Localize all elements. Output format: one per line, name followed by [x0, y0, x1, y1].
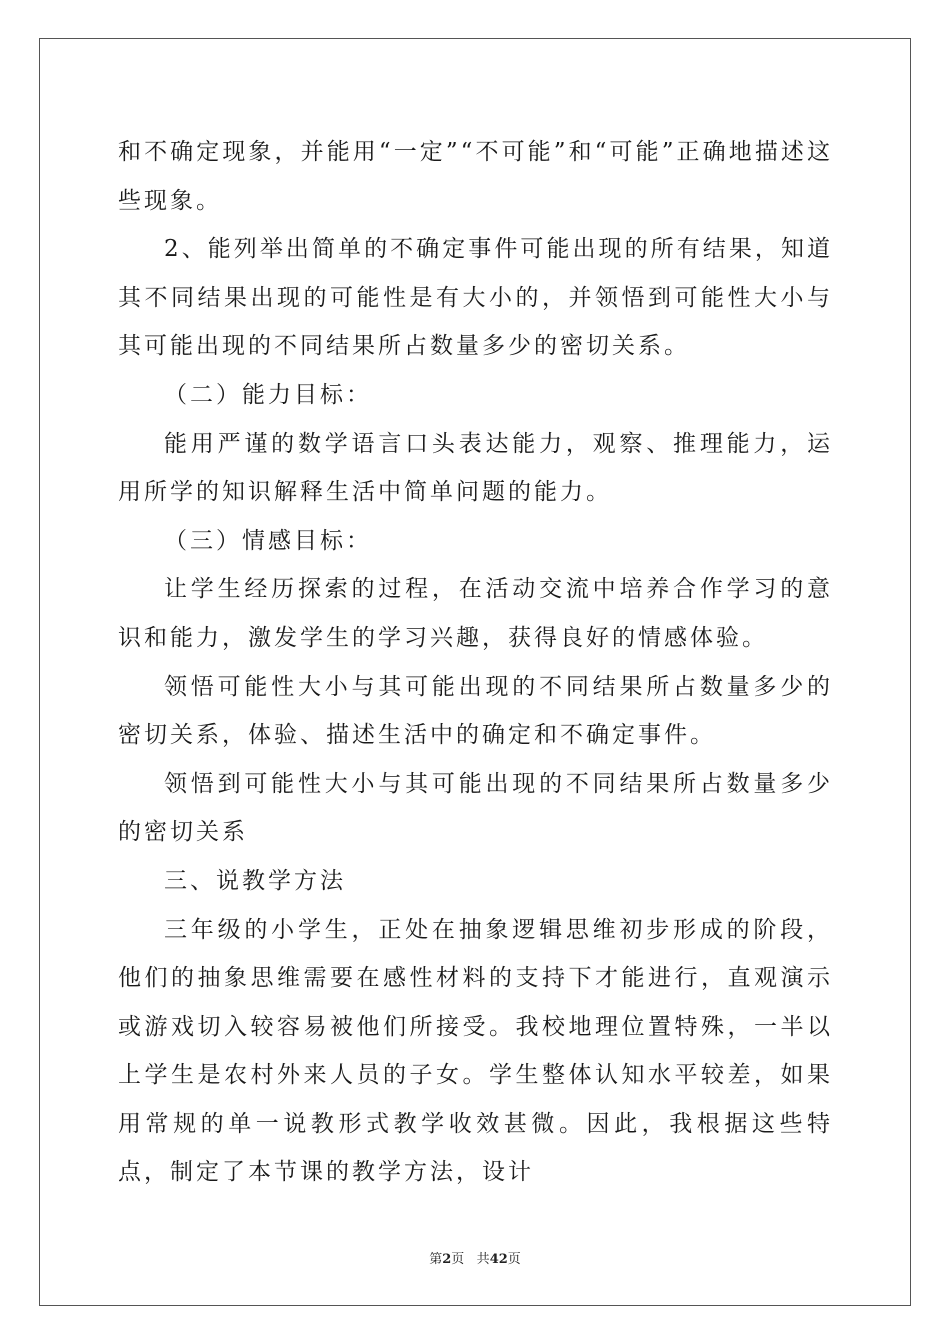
section-heading: （三）情感目标： [164, 527, 372, 554]
section-heading: 三、说教学方法 [164, 867, 346, 894]
page-number: 2 [442, 1252, 452, 1267]
page-suffix: 页 [451, 1252, 465, 1267]
paragraph: 领悟可能性大小与其可能出现的不同结果所占数量多少的密切关系，体验、描述生活中的确定和不确定事件。 [118, 673, 833, 749]
paragraph: 2、能列举出简单的不确定事件可能出现的所有结果，知道其不同结果出现的可能性是有大小的，并领悟到可能性大小与其可能出现的不同结果所占数量多少的密切关系。 [118, 236, 833, 360]
paragraph: 领悟到可能性大小与其可能出现的不同结果所占数量多少的密切关系 [118, 770, 833, 846]
total-suffix: 页 [507, 1252, 521, 1267]
document-body [118, 128, 833, 1197]
total-prefix: 共 [476, 1252, 490, 1267]
paragraph: 和不确定现象，并能用“一定”“不可能”和“可能”正确地描述这些现象。 [118, 139, 833, 214]
section-heading: （二）能力目标： [164, 381, 372, 408]
paragraph: 让学生经历探索的过程，在活动交流中培养合作学习的意识和能力，激发学生的学习兴趣，获得良好的情感体验。 [118, 576, 833, 651]
page-prefix: 第 [429, 1252, 443, 1267]
total-pages: 42 [489, 1252, 508, 1267]
paragraph: 能用严谨的数学语言口头表达能力，观察、推理能力，运用所学的知识解释生活中简单问题的能力。 [118, 430, 833, 506]
paragraph: 三年级的小学生，正处在抽象逻辑思维初步形成的阶段，他们的抽象思维需要在感性材料的支持下才能进行，直观演示或游戏切入较容易被他们所接受。我校地理位置特殊，一半以上学生是农村外来人员的子女。学生整体认知水平较差，如果用常规的单一说教形式教学收效甚微。因此，我根据这些特点，制定了本节课的教学方法，设计 [118, 916, 833, 1186]
page-footer [0, 1248, 950, 1267]
